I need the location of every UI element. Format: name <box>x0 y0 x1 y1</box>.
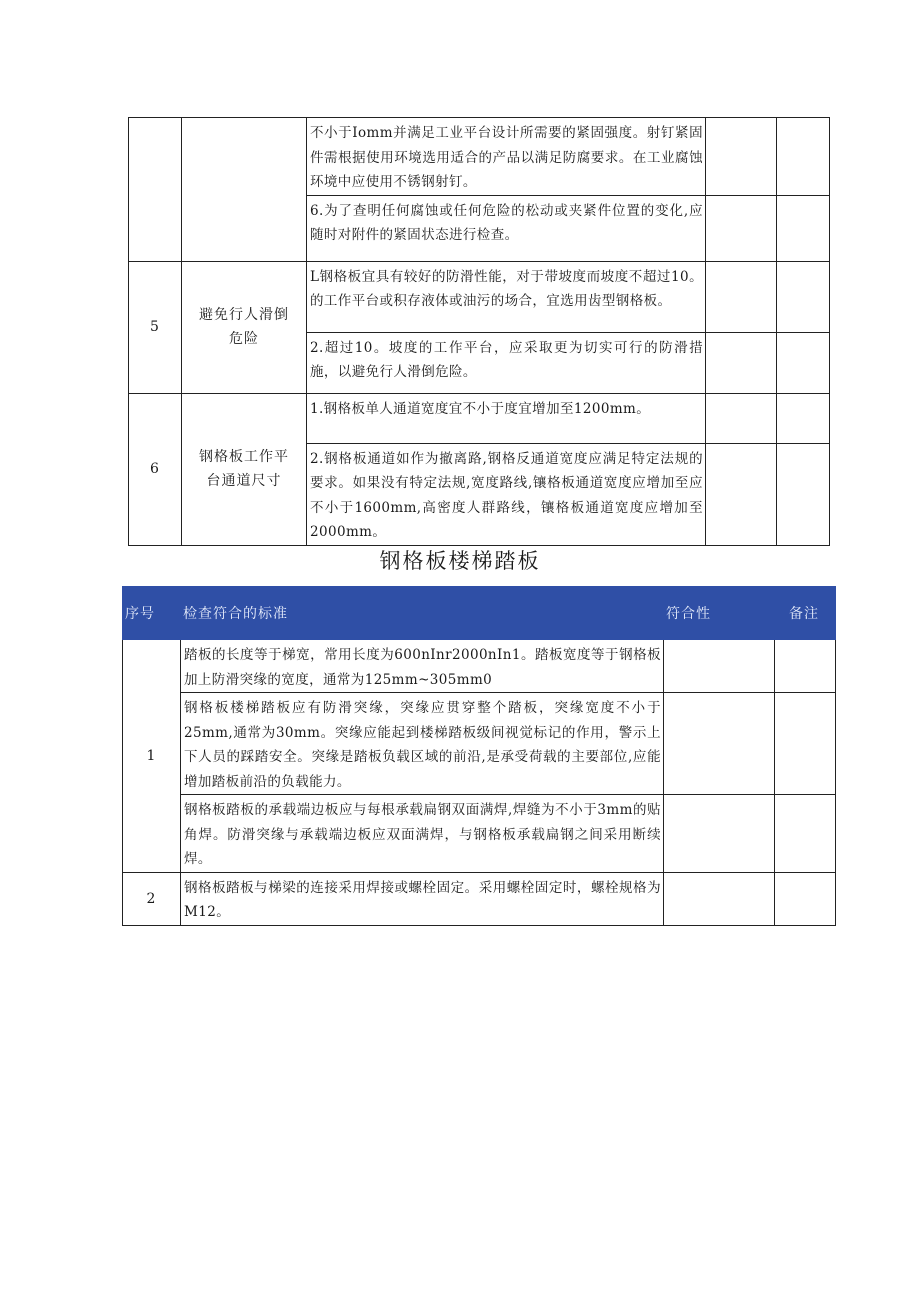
header-conformity: 符合性 <box>664 587 775 640</box>
standard-cell: 钢格板踏板与梯梁的连接采用焊接或螺栓固定。采用螺栓固定时，螺栓规格为M12。 <box>181 872 664 925</box>
row-number-cell: 5 <box>129 261 182 393</box>
standard-cell: 2.超过10。坡度的工作平台，应采取更为切实可行的防滑措施，以避免行人滑倒危险。 <box>307 332 706 393</box>
remark-cell <box>775 693 836 795</box>
conformity-cell <box>706 261 777 332</box>
header-no: 序号 <box>123 587 181 640</box>
conformity-cell <box>664 693 775 795</box>
standard-cell: 钢格板楼梯踏板应有防滑突缘，突缘应贯穿整个踏板，突缘宽度不小于25mm,通常为30mm。突缘应能起到楼梯踏板级间视觉标记的作用，警示上下人员的踩踏安全。突缘是踏板负载区域的前沿,是承受荷载的主要部位,应能增加踏板前沿的负载能力。 <box>181 693 664 795</box>
conformity-cell <box>706 332 777 393</box>
conformity-cell <box>664 640 775 693</box>
remark-cell <box>777 443 830 545</box>
remark-cell <box>777 118 830 196</box>
conformity-cell <box>664 795 775 873</box>
stair-tread-table <box>122 586 836 926</box>
standard-cell: 不小于Iomm并满足工业平台设计所需要的紧固强度。射钉紧固件需根据使用环境选用适合的产品以满足防腐要求。在工业腐蚀环境中应使用不锈钢射钉。 <box>307 118 706 196</box>
standard-cell: 2.钢格板通道如作为撤离路,钢格反通道宽度应满足特定法规的要求。如果没有特定法规,宽度路线,镶格板通道宽度应增加至应不小于1600mm,高密度人群路线，镶格板通道宽度应增加至2000mm。 <box>307 443 706 545</box>
item-cell: 钢格板工作平台通道尺寸 <box>182 393 307 545</box>
remark-cell <box>777 195 830 261</box>
remark-cell <box>777 332 830 393</box>
conformity-cell <box>706 118 777 196</box>
remark-cell <box>775 872 836 925</box>
conformity-cell <box>706 195 777 261</box>
header-remark: 备注 <box>775 587 836 640</box>
standard-cell: 钢格板踏板的承载端边板应与每根承载扁钢双面满焊,焊缝为不小于3mm的贴角焊。防滑突缘与承载端边板应双面满焊，与钢格板承载扁钢之间采用断续焊。 <box>181 795 664 873</box>
standard-cell: 1.钢格板单人通道宽度宜不小于度宜增加至1200mm。 <box>307 393 706 443</box>
standard-cell: 6.为了查明任何腐蚀或任何危险的松动或夹紧件位置的变化,应随时对附件的紧固状态进行检查。 <box>307 195 706 261</box>
remark-cell <box>777 393 830 443</box>
row-number-cell: 2 <box>123 872 181 925</box>
conformity-cell <box>706 443 777 545</box>
item-cell: 避免行人滑倒危险 <box>182 261 307 393</box>
standard-cell: 踏板的长度等于梯宽，常用长度为600nInr2000nIn1。踏板宽度等于钢格板加上防滑突缘的宽度，通常为125mm~305mm0 <box>181 640 664 693</box>
conformity-cell <box>706 393 777 443</box>
header-standard: 检查符合的标准 <box>181 587 664 640</box>
row-number-cell: 6 <box>129 393 182 545</box>
item-cell <box>182 118 307 262</box>
section-title: 钢格板楼梯踏板 <box>379 549 541 573</box>
remark-cell <box>777 261 830 332</box>
remark-cell <box>775 795 836 873</box>
row-number-cell: 1 <box>123 640 181 873</box>
remark-cell <box>775 640 836 693</box>
row-number-cell <box>129 118 182 262</box>
standard-cell: L钢格板宜具有较好的防滑性能，对于带坡度而坡度不超过10。的工作平台或积存液体或油污的场合，宜选用齿型钢格板。 <box>307 261 706 332</box>
inspection-table-continued <box>128 117 830 546</box>
conformity-cell <box>664 872 775 925</box>
